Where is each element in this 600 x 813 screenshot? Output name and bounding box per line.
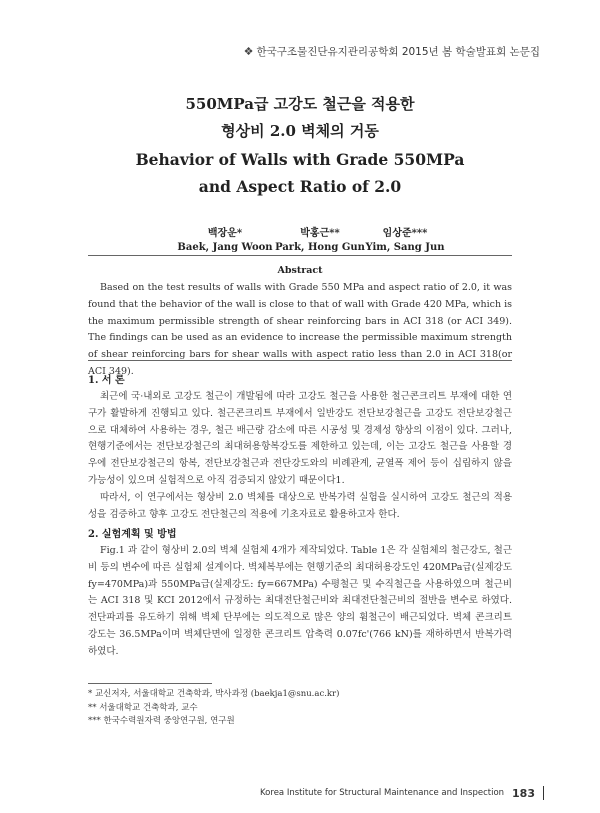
author-1-english: Baek, Jang Woon <box>177 242 273 253</box>
section-2-body <box>88 543 512 661</box>
footer-divider <box>543 786 544 800</box>
author-2-english: Park, Hong Gun <box>275 242 365 253</box>
author-3 <box>350 224 460 253</box>
section-1-body <box>88 389 512 523</box>
title-korean-line-1: 550MPa급 고강도 철근을 적용한 <box>185 95 415 113</box>
author-2-korean: 박홍근** <box>300 228 340 239</box>
page-footer <box>260 786 544 800</box>
footnote-3: *** 한국수력원자력 중앙연구원, 연구원 <box>88 716 235 726</box>
title-english-line-1: Behavior of Walls with Grade 550MPa <box>135 150 465 169</box>
title-korean-line-2: 형상비 2.0 벽체의 거동 <box>221 122 379 140</box>
footnote-2: ** 서울대학교 건축학과, 교수 <box>88 702 198 713</box>
abstract-heading: Abstract <box>277 265 323 276</box>
abstract-top-rule <box>88 255 512 256</box>
section-1-paragraph-1: 최근에 국·내외로 고강도 철근이 개발됨에 따라 고강도 철근을 사용한 철근콘크리트 부재에 대한 연구가 활발하게 진행되고 있다. 철근콘크리트 부재에서 일반강도 전단보강철근을 고강도 전단보강철근으로 대체하여 사용하는 경우, 철근 배근량 감소에 따른 시공성 및 경제성 향상의 이점이 있다. 그러나, 현행기준에서는 전단보강철근의 최대허용항복강도를 제한하고 있는데, 이는 고강도 철근을 사용할 경우에 전단보강철근의 항복, 전단보강철근과 전단강도와의 비례관계, 균열폭 제어 등이 십립하지 않을 가능성이 있으며 실험적으로 아직 검증되지 않았기 때문이다1. <box>88 391 512 486</box>
author-3-english: Yim, Sang Jun <box>365 242 445 253</box>
section-2-heading: 2. 실험계획 및 방법 <box>88 529 177 540</box>
journal-logo-icon: ❖ <box>243 45 254 58</box>
section-1-heading: 1. 서 론 <box>88 375 125 386</box>
journal-header <box>244 44 540 59</box>
abstract-body <box>88 280 512 381</box>
footnote-rule <box>88 683 212 684</box>
page-number: 183 <box>512 786 535 800</box>
footnote-1: * 교신저자, 서울대학교 건축학과, 박사과정 (baekja1@snu.ac.kr) <box>88 689 340 699</box>
journal-name: 한국구조물진단유지관리공학회 2015년 봄 학술발표회 논문집 <box>256 46 540 58</box>
title-english-line-2: and Aspect Ratio of 2.0 <box>198 177 402 196</box>
section-1-paragraph-2: 따라서, 이 연구에서는 형상비 2.0 벽체를 대상으로 반복가력 실험을 실시하여 고강도 철근의 적용성을 검증하고 향후 고강도 전단철근의 적용에 기초자료로 활용하고자 한다. <box>88 491 512 520</box>
footer-institute: Korea Institute for Structural Maintenance and Inspection <box>260 788 505 798</box>
author-1-korean: 백장운* <box>207 228 243 239</box>
section-2-paragraph-1: Fig.1 과 같이 형상비 2.0의 벽체 실험체 4개가 제작되었다. Table 1은 각 실험체의 철근강도, 철근비 등의 변수에 따른 실험체 설계이다. 벽체복부에는 현행기준의 최대허용강도인 420MPa급(실제강도 fy=470MPa)과 550MPa급(실제강도: fy=667MPa) 수평철근 및 수직철근을 사용하였으며 철근비는 ACI 318 및 KCI 2012에서 규정하는 최대전단철근비와 최대전단철근비의 절반을 변수로 하였다. 전단파괴를 유도하기 위해 벽체 단부에는 의도적으로 많은 양의 휨철근이 배근되었다. 벽체 콘크리트 강도는 36.5MPa이며 벽체단면에 일정한 콘크리트 압축력 0.07fc'(766 kN)를 재하하면서 반복가력 하였다. <box>88 545 512 657</box>
abstract-bottom-rule <box>88 360 512 361</box>
author-3-korean: 임상준*** <box>382 228 428 239</box>
author-1 <box>170 224 280 253</box>
footnotes <box>88 688 339 729</box>
abstract-text: Based on the test results of walls with Grade 550 MPa and aspect ratio of 2.0, it was found that the behavior of the wall is close to that of wall with Grade 420 MPa, which is the maximum permissible strength of shear reinforcing bars in ACI 318 (or ACI 349). The findings can be used as an evidence to increase the permissible maximum strength of shear reinforcing bars for shear walls with aspect ratio less than 2.0 in ACI 318(or ACI 349). <box>88 282 513 377</box>
